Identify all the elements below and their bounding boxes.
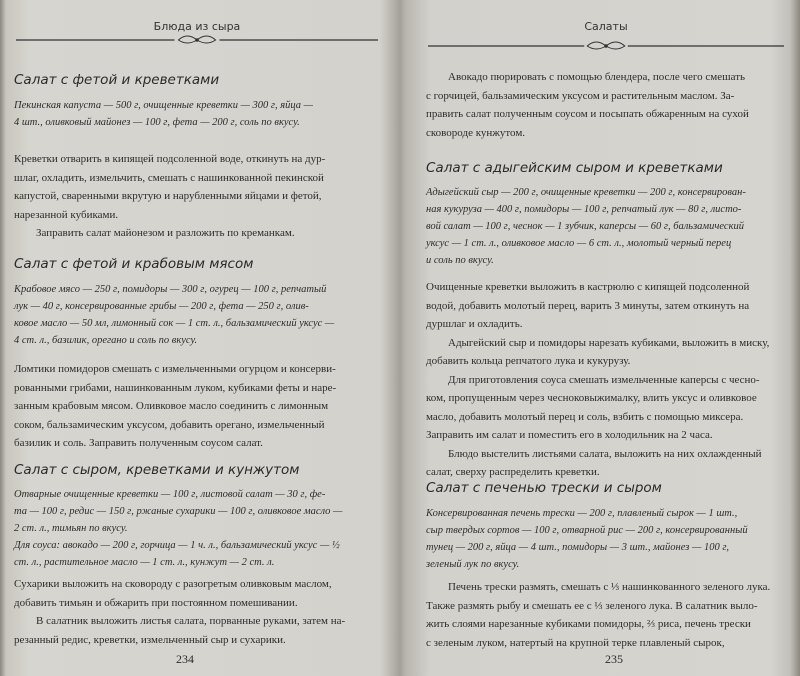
ingredient-line: Крабовое мясо — 250 г, помидоры — 300 г, огурец — 100 г, репчатый	[14, 284, 327, 295]
ingredient-line: сыр твердых сортов — 100 г, отварной рис — 200 г, консервированный	[426, 525, 748, 536]
text-line: соком, бальзамическим уксусом, добавить орегано, измельченный	[14, 418, 325, 431]
text-line: шлаг, охладить, измельчить, смешать с нашинкованной пекинской	[14, 171, 324, 184]
text-line: жить слоями нарезанные кубиками помидоры, ⅔ риса, печень трески	[426, 618, 751, 630]
instructions	[14, 360, 378, 453]
text-line: ком, пропущенным через чесноковыжималку, влить уксус и оливковое	[426, 392, 757, 404]
recipe-feta-shrimp	[14, 72, 378, 88]
right-page	[420, 0, 792, 676]
text-line: В салатник выложить листья салата, порванные руками, затем на-	[36, 615, 346, 627]
running-head-right: Салаты	[584, 20, 628, 33]
text-line: добавить тимьян и обжарить при постоянном помешивании.	[14, 596, 298, 609]
page-number-right: 235	[605, 652, 623, 666]
ingredient-line: и соль по вкусу.	[426, 255, 494, 266]
recipe-title: Салат с фетой и крабовым мясом	[14, 256, 254, 272]
recipe-adyghe-shrimp	[426, 160, 784, 176]
text-line: сковороде кунжутом.	[426, 126, 526, 139]
ornament-divider-right	[428, 40, 784, 52]
text-line: Печень трески размять, смешать с ⅓ нашинкованного зеленого лука.	[448, 581, 771, 593]
instructions	[14, 575, 378, 649]
ingredient-line: Для соуса: авокадо — 200 г, горчица — 1 ч. л., бальзамический уксус — ½	[14, 540, 340, 551]
instructions	[14, 150, 378, 243]
ingredient-line: ная кукуруза — 400 г, помидоры — 100 г, репчатый лук — 80 г, листо-	[426, 204, 742, 215]
ingredient-line: Отварные очищенные креветки — 100 г, листовой салат — 30 г, фе-	[14, 489, 326, 500]
text-line: базилик и соль. Заправить полученным соусом салат.	[14, 437, 263, 449]
text-line: Авокадо пюрировать с помощью блендера, после чего смешать	[448, 71, 746, 83]
ingredient-line: зеленый лук по вкусу.	[426, 559, 520, 570]
recipe-title: Салат с адыгейским сыром и креветками	[426, 160, 723, 176]
ingredients	[426, 184, 784, 269]
text-line: рованными грибами, нашинкованным луком, кубиками феты и наре-	[14, 381, 337, 394]
text-line: Сухарики выложить на сковороду с разогретым оливковым маслом,	[14, 578, 332, 590]
ingredient-line: 4 шт., оливковый майонез — 100 г, фета — 200 г, соль по вкусу.	[14, 117, 300, 128]
text-line: Ломтики помидоров смешать с измельченными огурцом и консерви-	[14, 363, 336, 375]
text-line: Адыгейский сыр и помидоры нарезать кубиками, выложить в миску,	[448, 336, 770, 349]
ingredient-line: Консервированная печень трески — 200 г, плавленый сырок — 1 шт.,	[426, 508, 738, 519]
ingredient-line: вой салат — 100 г, чеснок — 1 зубчик, каперсы — 60 г, бальзамический	[426, 221, 744, 232]
text-line: с горчицей, бальзамическим уксусом и растительным маслом. За-	[426, 89, 735, 102]
text-line: Заправить им салат и поместить его в холодильник на 2 часа.	[426, 429, 713, 441]
instructions	[426, 278, 784, 482]
recipe-title: Салат с сыром, креветками и кунжутом	[14, 462, 300, 478]
text-line: Креветки отварить в кипящей подсоленной воде, откинуть на дур-	[14, 153, 326, 165]
ingredient-line: ст. л., растительное масло — 1 ст. л., кунжут — 2 ст. л.	[14, 557, 275, 568]
intro-paragraph	[426, 68, 784, 142]
recipe-cheese-shrimp-sesame	[14, 462, 378, 478]
ingredient-line: тунец — 200 г, яйца — 4 шт., помидоры — 3 шт., майонез — 100 г,	[426, 542, 730, 553]
text-line: добавить кольца репчатого лука и кукурузу.	[426, 355, 631, 367]
recipe-title: Салат с фетой и креветками	[14, 72, 220, 88]
left-page	[8, 0, 386, 676]
recipe-feta-crab	[14, 256, 378, 272]
ingredients	[14, 97, 378, 131]
text-line: дуршлаг и охладить.	[426, 318, 523, 330]
text-line: нарезанной кубиками.	[14, 208, 119, 221]
instructions	[426, 578, 784, 652]
text-line: масло, добавить молотый перец и соль, взбить с помощью миксера.	[426, 410, 744, 423]
recipe-title: Салат с печенью трески и сыром	[426, 480, 662, 496]
ingredients	[426, 505, 784, 573]
ingredients	[14, 281, 378, 349]
text-line: править салат полученным соусом и посыпать обжаренным на сухой	[426, 108, 749, 120]
text-line: резанный редис, креветки, измельченный сыр и сухарики.	[14, 633, 286, 646]
ingredient-line: лук — 40 г, консервированные грибы — 200 г, фета — 250 г, олив-	[14, 301, 309, 312]
ingredient-line: Пекинская капуста — 500 г, очищенные креветки — 300 г, яйца —	[14, 100, 313, 111]
text-line: с зеленым луком, натертый на крупной терке плавленый сырок,	[426, 636, 725, 649]
ingredient-line: та — 100 г, редис — 150 г, ржаные сухарики — 100 г, оливковое масло —	[14, 506, 343, 517]
ingredient-line: 2 ст. л., тимьян по вкусу.	[14, 523, 128, 534]
page-number-left: 234	[176, 652, 194, 666]
text-line: Также размять рыбу и смешать ее с ⅓ зеленого лука. В салатник выло-	[426, 599, 758, 612]
ingredient-line: ковое масло — 50 мл, лимонный сок — 1 ст. л., бальзамический уксус —	[14, 318, 335, 329]
text-line: Очищенные креветки выложить в кастрюлю с кипящей подсоленной	[426, 281, 750, 293]
ingredient-line: уксус — 1 ст. л., оливковое масло — 6 ст. л., молотый черный перец	[426, 238, 732, 249]
text-line: Для приготовления соуса смешать измельченные каперсы с чесно-	[448, 373, 760, 386]
text-line: водой, добавить молотый перец, варить 3 минуты, затем откинуть на	[426, 299, 750, 312]
text-line: Заправить салат майонезом и разложить по креманкам.	[36, 227, 295, 239]
ingredient-line: Адыгейский сыр — 200 г, очищенные креветки — 200 г, консервирован-	[426, 187, 746, 198]
ingredients	[14, 486, 378, 571]
text-line: Блюдо выстелить листьями салата, выложить на них охлажденный	[448, 447, 762, 460]
recipe-cod-liver-cheese	[426, 480, 784, 496]
text-line: занным крабовым мясом. Оливковое масло соединить с лимонным	[14, 400, 329, 412]
ornament-divider-left	[16, 34, 378, 46]
text-line: салат, сверху распределить креветки.	[426, 466, 600, 478]
running-head-left: Блюда из сыра	[153, 20, 241, 33]
text-line: капустой, сваренными вкрутую и нарубленными яйцами и фетой,	[14, 190, 322, 202]
ingredient-line: 4 ст. л., базилик, орегано и соль по вкусу.	[14, 335, 198, 346]
